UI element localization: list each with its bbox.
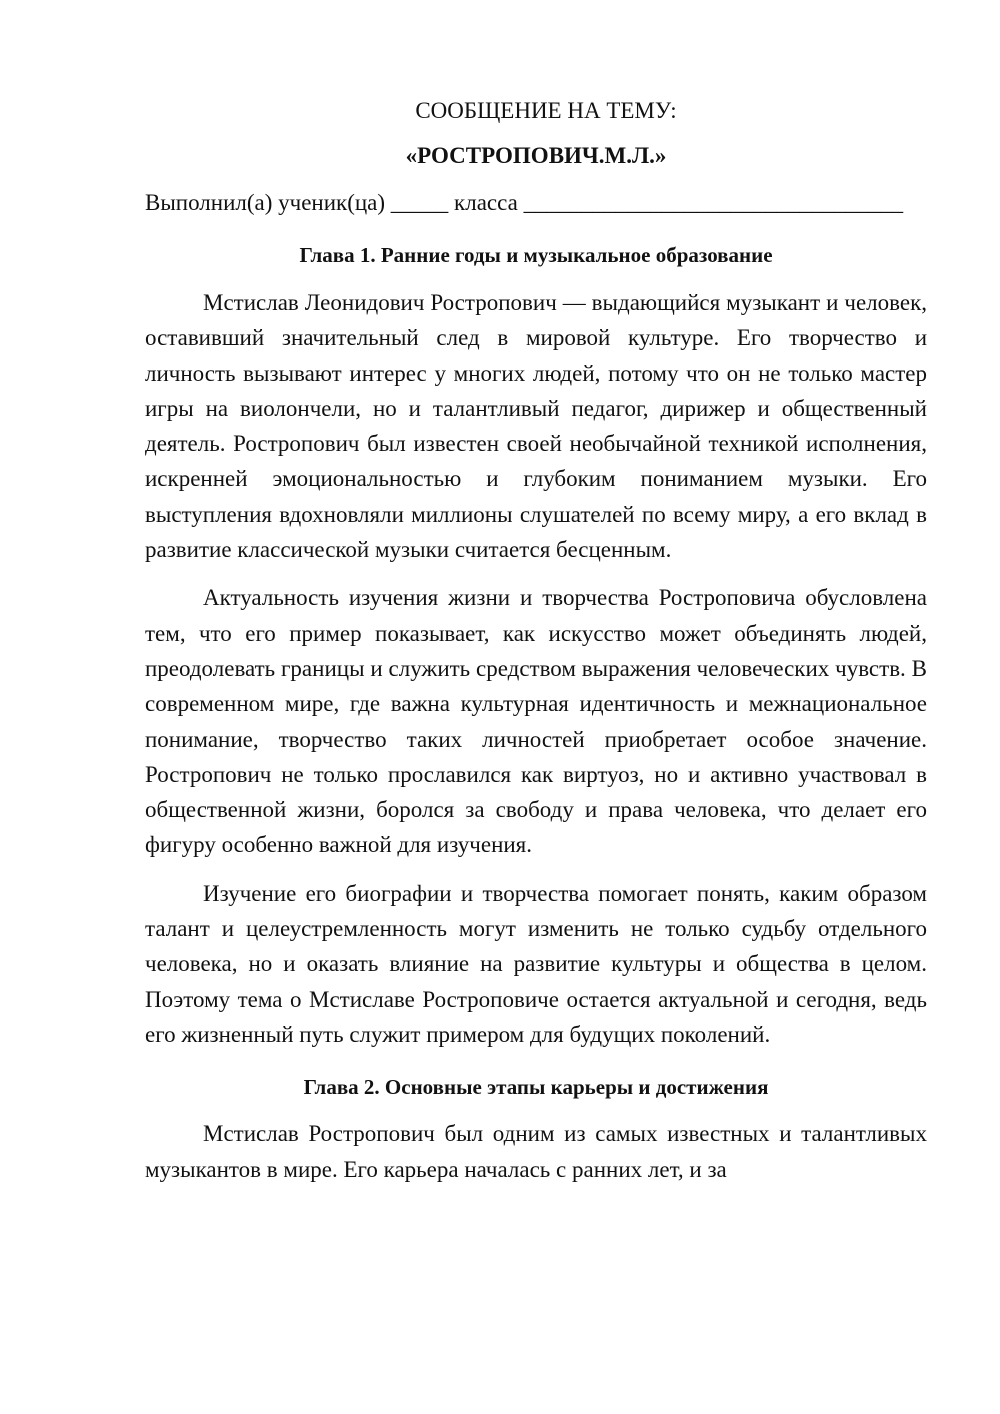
document-subtitle: «РОСТРОПОВИЧ.М.Л.» bbox=[405, 143, 667, 168]
document-title: СООБЩЕНИЕ НА ТЕМУ: bbox=[415, 98, 677, 123]
chapter-1-paragraph-2: Актуальность изучения жизни и творчества Ростроповича обусловлена тем, что его пример показывает, как искусство может объединять людей, преодолевать границы и служить средством выражения человеческих чувств. В современном мире, где важна культурная идентичность и межнациональное понимание, творчество таких личностей приобретает особое значение. Ростропович не только прославился как виртуоз, но и активно участвовал в общественной жизни, боролся за свободу и права человека, что делает его фигуру особенно важной для изучения. bbox=[145, 585, 927, 858]
document-page bbox=[145, 94, 927, 1187]
chapter-1-heading: Глава 1. Ранние годы и музыкальное образование bbox=[299, 243, 773, 267]
author-byline: Выполнил(а) ученик(ца) _____ класса _________________________________ bbox=[145, 190, 904, 215]
chapter-1-paragraph-3: Изучение его биографии и творчества помогает понять, каким образом талант и целеустремленность могут изменить не только судьбу отдельного человека, но и оказать влияние на развитие культуры и общества в целом. Поэтому тема о Мстиславе Ростроповиче остается актуальной и сегодня, ведь его жизненный путь служит примером для будущих поколений. bbox=[145, 880, 927, 1047]
chapter-1-paragraph-1: Мстислав Леонидович Ростропович — выдающийся музыкант и человек, оставивший значительный след в мировой культуре. Его творчество и личность вызывают интерес у многих людей, потому что он не только мастер игры на виолончели, но и талантливый педагог, дирижер и общественный деятель. Ростропович был известен своей необычайной техникой исполнения, искренней эмоциональностью и глубоким пониманием музыки. Его выступления вдохновляли миллионы слушателей по всему миру, а его вклад в развитие классической музыки считается бесценным. bbox=[145, 290, 927, 563]
chapter-2-heading: Глава 2. Основные этапы карьеры и достижения bbox=[303, 1075, 769, 1100]
chapter-2-paragraph-1: Мстислав Ростропович был одним из самых известных и талантливых музыкантов в мире. Его карьера началась с ранних лет, и за bbox=[145, 1121, 927, 1182]
